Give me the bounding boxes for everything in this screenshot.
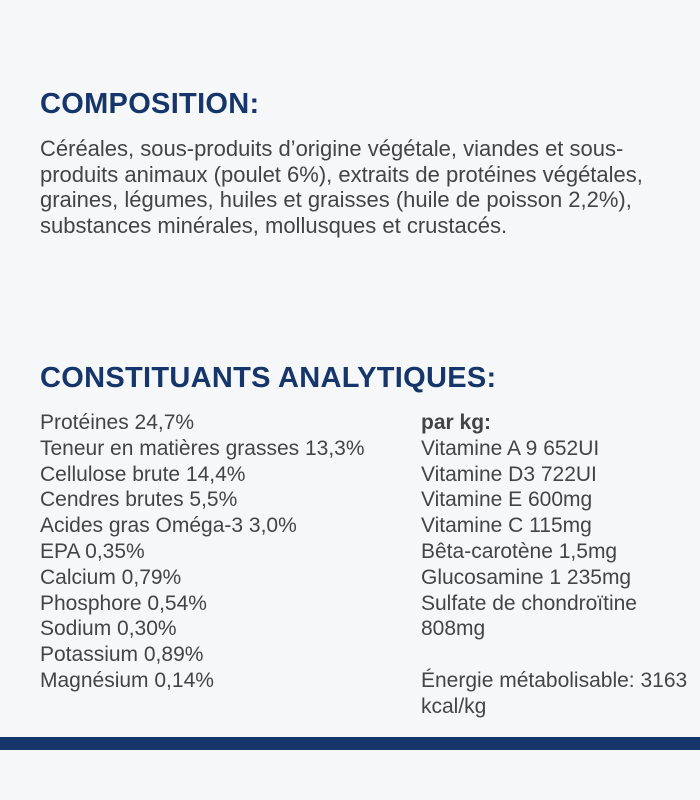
per-kg-header: par kg:: [421, 411, 492, 434]
composition-heading: COMPOSITION:: [40, 88, 260, 120]
spacer: [421, 642, 696, 668]
list-item: Calcium 0,79%: [40, 565, 182, 589]
list-item: Phosphore 0,54%: [40, 591, 207, 615]
analytical-constituents-list: [40, 410, 410, 694]
list-item: Cellulose brute 14,4%: [40, 462, 246, 486]
list-item: Acides gras Oméga-3 3,0%: [40, 514, 297, 538]
list-item: Sodium 0,30%: [40, 617, 177, 641]
constituants-heading: CONSTITUANTS ANALYTIQUES:: [40, 362, 497, 394]
list-item: Vitamine E 600mg: [421, 488, 593, 512]
list-item: Magnésium 0,14%: [40, 668, 214, 692]
list-item: Bêta-carotène 1,5mg: [421, 539, 618, 563]
list-item: Vitamine D3 722UI: [421, 462, 597, 486]
energy-value: Énergie métabolisable: 3163 kcal/kg: [421, 668, 688, 718]
list-item: Vitamine C 115mg: [421, 514, 592, 538]
list-item: Teneur en matières grasses 13,3%: [40, 436, 365, 460]
list-item: Glucosamine 1 235mg: [421, 565, 632, 589]
composition-text: Céréales, sous-produits d’origine végétale, viandes et sous-produits animaux (poulet 6%), extraits de protéines végétales, graines, légumes, huiles et graisses (huile de poisson 2,2%), substances minérales, mollusques et crustacés.: [40, 136, 643, 238]
footer-bar: [0, 737, 700, 750]
list-item: Sulfate de chondroïtine 808mg: [421, 591, 637, 641]
list-item: Vitamine A 9 652UI: [421, 436, 600, 460]
list-item: Potassium 0,89%: [40, 643, 204, 667]
list-item: Protéines 24,7%: [40, 411, 195, 434]
list-item: Cendres brutes 5,5%: [40, 488, 238, 512]
additives-list: [421, 410, 696, 720]
list-item: EPA 0,35%: [40, 539, 145, 563]
